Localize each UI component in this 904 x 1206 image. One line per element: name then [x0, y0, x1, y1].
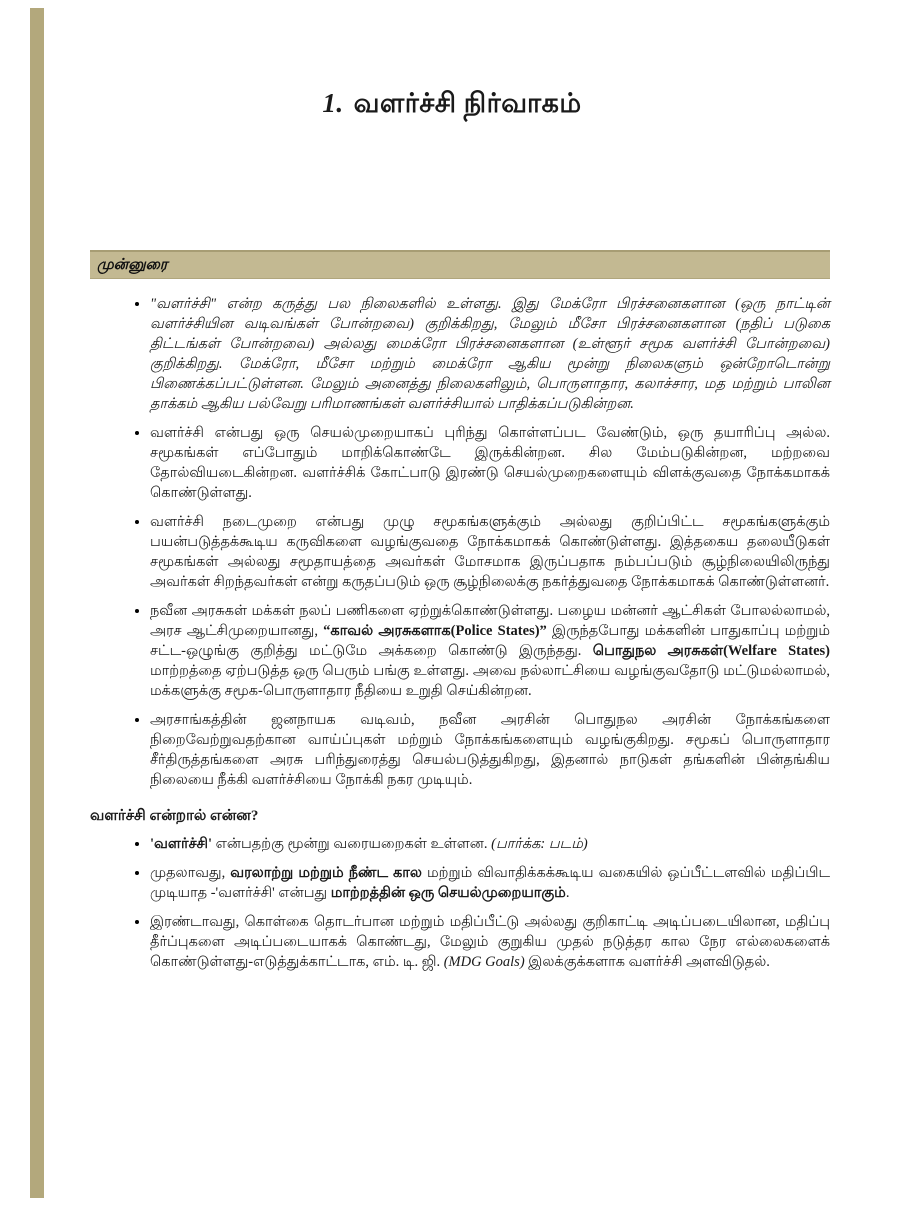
text-segment: (MDG Goals)	[443, 954, 525, 970]
text-segment: (பார்க்க: படம்)	[491, 836, 588, 852]
list-item	[150, 912, 830, 972]
text-segment: பொதுநல அரசுகள்(Welfare States)	[592, 643, 830, 659]
text-segment: முதலாவது,	[150, 865, 231, 881]
text-segment: மாற்றத்தின் ஒரு செயல்முறையாகும்	[330, 885, 566, 901]
document-body	[90, 294, 830, 981]
definition-bullet-list	[90, 834, 830, 972]
list-item	[150, 710, 830, 790]
subsection-heading: வளர்ச்சி என்றால் என்ன?	[90, 808, 259, 824]
text-segment: “காவல் அரசுகளாக(Police States)”	[323, 623, 547, 639]
text-segment: 'வளர்ச்சி'	[150, 836, 212, 852]
list-item	[150, 512, 830, 592]
text-segment: நவீன அரசுகள் மக்கள் நலப் பணிகளை ஏற்றுக்கொண்டுள்ளது. பழைய மன்னர் ஆட்சிகள் போலல்லாமல், அரச ஆட்சிமுறையானது,	[150, 603, 830, 639]
text-segment: வளர்ச்சி நடைமுறை என்பது முழு சமூகங்களுக்கும் அல்லது குறிப்பிட்ட சமூகங்களுக்கும் பயன்படுத்தக்கூடிய கருவிகளை வழங்குவதை நோக்கமாகக் கொண்டுள்ளது. இத்தகைய தலையீடுகள் சமூகங்கள் அல்லது சமூதாயத்தை அவர்கள் மோசமாக இருப்பதாக நம்பப்படும் சூழ்நிலையிலிருந்து அவர்கள் சிறந்தவர்கள் என்று கருதப்படும் ஒரு சூழ்நிலைக்கு நகர்த்துவதை நோக்கமாகக் கொண்டுள்ளனர்.	[150, 514, 830, 590]
list-item	[150, 294, 830, 414]
text-segment: இரண்டாவது, கொள்கை தொடர்பான மற்றும் மதிப்பீட்டு அல்லது குறிகாட்டி அடிப்படையிலான, மதிப்பு தீர்ப்புகளை அடிப்படையாகக் கொண்டது, மேலும் குறுகிய முதல் நடுத்தர கால நேர எல்லைகளைக் கொண்டுள்ளது-எடுத்துக்காட்டாக, எம். டி. ஜி.	[150, 914, 830, 970]
intro-bullet-list	[90, 294, 830, 790]
section-header-label: முன்னுரை	[97, 257, 168, 273]
text-segment: .	[565, 885, 570, 901]
text-segment: இலக்குக்களாக வளர்ச்சி அளவிடுதல்.	[524, 954, 770, 970]
list-item	[150, 834, 830, 854]
text-segment: வரலாற்று மற்றும் நீண்ட கால	[230, 865, 422, 881]
text-segment: இருந்தபோது மக்களின் பாதுகாப்பு மற்றும் சட்ட-ஒழுங்கு குறித்து மட்டுமே அக்கறை கொண்டு இருந்தது.	[150, 623, 831, 659]
text-segment: "வளர்ச்சி" என்ற கருத்து பல நிலைகளில் உள்ளது. இது மேக்ரோ பிரச்சனைகளான (ஒரு நாட்டின் வளர்ச்சியின வடிவங்கள் போன்றவை) குறிக்கிறது, மேலும் மீசோ பிரச்சனைகளான (நதிப் படுகை திட்டங்கள் போன்றவை) அல்லது மைக்ரோ பிரச்சனைகளான (உள்ளூர் சமூக வளர்ச்சி போன்றவை) குறிக்கிறது. மேக்ரோ, மீசோ மற்றும் மைக்ரோ ஆகிய மூன்று நிலைகளும் ஒன்றோடொன்று பிணைக்கப்பட்டுள்ளன. மேலும் அனைத்து நிலைகளிலும், பொருளாதார, கலாச்சார, மத மற்றும் பாலின தாக்கம் ஆகிய பல்வேறு பரிமாணங்கள் வளர்ச்சியால் பாதிக்கப்படுகின்றன.	[150, 296, 830, 412]
page-edge-stripe	[30, 8, 44, 1198]
list-item	[150, 863, 830, 903]
chapter-title-text: வளர்ச்சி நிர்வாகம்	[353, 88, 582, 118]
text-segment: வளர்ச்சி என்பது ஒரு செயல்முறையாகப் புரிந்து கொள்ளப்பட வேண்டும், ஒரு தயாரிப்பு அல்ல. சமூகங்கள் எப்போதும் மாறிக்கொண்டே இருக்கின்றன. சில மேம்படுகின்றன, மற்றவை தோல்வியடைகின்றன. வளர்ச்சிக் கோட்பாடு இரண்டு செயல்முறைகளையும் விளக்குவதை நோக்கமாகக் கொண்டுள்ளது.	[150, 425, 830, 501]
text-segment: அரசாங்கத்தின் ஜனநாயக வடிவம், நவீன அரசின் பொதுநல அரசின் நோக்கங்களை நிறைவேற்றுவதற்கான வாய்ப்புகள் மற்றும் நோக்கங்களையும் வழங்குகிறது. சமூகப் பொருளாதார சீர்திருத்தங்களை அரசு பரிந்துரைத்து செயல்படுத்துகிறது, இதனால் நாடுகள் தங்களின் பின்தங்கிய நிலையை நீக்கி வளர்ச்சியை நோக்கி நகர முடியும்.	[150, 712, 830, 788]
text-segment: மாற்றத்தை ஏற்படுத்த ஒரு பெரும் பங்கு உள்ளது. அவை நல்லாட்சியை வழங்குவதோடு மட்டுமல்லாமல், மக்களுக்கு சமூக-பொருளாதார நீதியை உறுதி செய்கின்றன.	[150, 663, 830, 699]
section-header-bar	[90, 250, 830, 279]
page-title	[0, 88, 904, 123]
list-item	[150, 601, 830, 701]
text-segment: மற்றும் விவாதிக்கக்கூடிய வகையில் ஒப்பீட்டளவில் மதிப்பிட முடியாத -'வளர்ச்சி' என்பது	[150, 865, 831, 901]
chapter-number: 1.	[322, 88, 344, 118]
list-item	[150, 423, 830, 503]
text-segment: என்பதற்கு மூன்று வரையறைகள் உள்ளன.	[211, 836, 492, 852]
